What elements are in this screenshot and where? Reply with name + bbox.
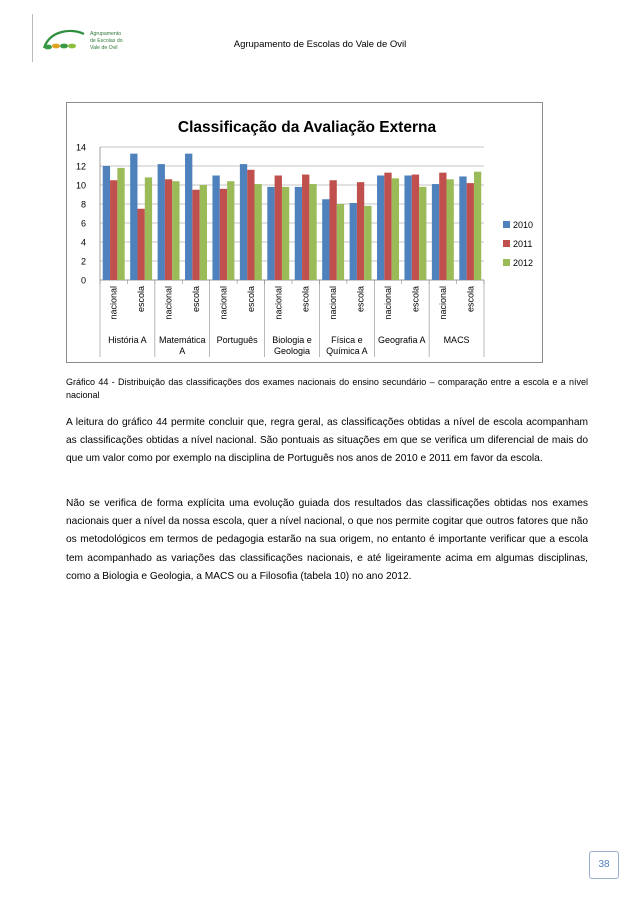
y-tick-label: 8	[80, 199, 86, 210]
legend-label-2012: 2012	[513, 258, 534, 268]
bar-2011-4	[192, 190, 199, 280]
group-label: Física e	[331, 335, 363, 345]
bar-2012-10	[364, 206, 371, 280]
bar-2011-9	[329, 180, 336, 280]
y-tick-label: 10	[75, 180, 86, 191]
category-label: escola	[410, 286, 421, 313]
bar-2012-12	[419, 187, 426, 280]
header-divider	[32, 14, 33, 62]
bar-2012-3	[172, 181, 179, 280]
category-label: escola	[191, 286, 201, 313]
category-label: nacional	[273, 286, 284, 320]
chart-caption: Gráfico 44 - Distribuição das classificações dos exames nacionais do ensino secundário – comparação entre a escola e a nível nacional	[66, 377, 588, 400]
bar-2010-5	[212, 176, 219, 281]
group-label: Matemática	[159, 335, 206, 345]
bar-2011-11	[384, 173, 391, 280]
bar-2011-14	[467, 183, 474, 280]
bar-2012-1	[117, 168, 124, 280]
school-logo	[38, 26, 128, 56]
bar-2012-7	[282, 187, 289, 280]
bar-2011-12	[412, 175, 419, 280]
logo-text-line-2: de Escolas do	[90, 38, 123, 44]
bar-2010-14	[459, 176, 466, 280]
bar-2011-8	[302, 175, 309, 280]
bar-2010-9	[322, 199, 329, 280]
paragraph-2: Não se verifica de forma explícita uma evolução guiada dos resultados das classificações obtidas nos exames nacionais quer a nível da nossa escola, quer a nível nacional, o que nos permite cogitar que outros fatores que não os metodológicos em termos de pedagogia estarão na sua origem, no entanto é importante verificar que a escola tem acompanhado as variações das classificações nacionais, e até ligeiramente acima em algumas disciplinas, como a Biologia e Geologia, a MACS ou a Filosofia (tabela 10) no ano 2012.	[66, 498, 588, 582]
category-label: nacional	[163, 286, 174, 320]
bar-2012-5	[227, 181, 234, 280]
bar-2010-1	[103, 166, 110, 280]
legend-label-2011: 2011	[513, 239, 533, 249]
category-label: escola	[300, 286, 311, 313]
group-label: Geografia A	[377, 335, 426, 345]
y-tick-label: 2	[80, 256, 86, 267]
bar-2010-6	[240, 164, 247, 280]
category-label: nacional	[108, 286, 119, 320]
paragraph-1: A leitura do gráfico 44 permite concluir que, regra geral, as classificações obtidas a nível de escola acompanham as classificações obtidas a nível nacional. São pontuais as situações em que se verifica um diferencial de mais do que um valor como por exemplo na disciplina de Português nos anos de 2010 e 2011 em favor da escola.	[66, 417, 588, 465]
y-tick-label: 0	[80, 275, 86, 286]
bar-2012-8	[309, 184, 316, 280]
bar-2011-5	[220, 189, 227, 280]
bar-2011-2	[137, 209, 144, 280]
bar-2012-2	[145, 177, 152, 280]
category-label: escola	[465, 286, 476, 313]
group-label: História A	[108, 335, 147, 345]
bar-2012-11	[392, 178, 399, 280]
category-label: escola	[245, 286, 256, 313]
group-label: Português	[216, 335, 258, 345]
category-label: nacional	[437, 286, 448, 320]
category-label: escola	[355, 286, 366, 313]
category-label: nacional	[383, 286, 393, 320]
group-label: Geologia	[273, 346, 311, 356]
bar-2012-6	[255, 184, 262, 280]
logo-text-line-1: Agrupamento	[90, 31, 122, 37]
category-label: nacional	[218, 286, 229, 320]
bar-2010-10	[350, 203, 357, 280]
bar-2010-2	[130, 154, 137, 280]
legend-label-2010: 2010	[513, 220, 534, 230]
bar-2011-3	[165, 179, 172, 280]
legend-swatch-2011	[503, 240, 510, 247]
bar-2010-12	[404, 176, 411, 281]
page-number: 38	[589, 851, 619, 879]
bar-chart	[67, 103, 544, 364]
bar-2010-13	[432, 184, 439, 280]
bar-2012-4	[200, 185, 207, 280]
bar-2011-13	[439, 173, 446, 280]
bar-2012-13	[447, 179, 454, 280]
bar-2010-7	[267, 187, 274, 280]
bar-2012-14	[474, 172, 481, 280]
group-label: Biologia e	[272, 335, 312, 345]
bar-2010-3	[158, 164, 165, 280]
y-tick-label: 14	[75, 142, 86, 153]
bar-2011-10	[357, 182, 364, 280]
y-tick-label: 4	[80, 237, 86, 248]
bar-2012-9	[337, 204, 344, 280]
bar-2011-6	[247, 170, 254, 280]
legend-swatch-2012	[503, 259, 510, 266]
bar-2010-8	[295, 187, 302, 280]
chart-frame	[66, 102, 543, 363]
legend-swatch-2010	[503, 221, 510, 228]
group-label: A	[179, 346, 186, 356]
bar-2010-11	[377, 176, 384, 281]
group-label: Química A	[326, 346, 368, 356]
group-label: MACS	[443, 335, 470, 345]
category-label: nacional	[328, 286, 339, 320]
y-tick-label: 6	[80, 218, 86, 229]
y-tick-label: 12	[75, 161, 86, 172]
bar-2011-1	[110, 180, 117, 280]
logo-text-line-3: Vale de Ovil	[90, 45, 118, 51]
header-title: Agrupamento de Escolas do Vale de Ovil	[233, 39, 407, 50]
bar-2010-4	[185, 154, 192, 280]
category-label: escola	[136, 286, 147, 313]
chart-title: Classificação da Avaliação Externa	[177, 119, 437, 136]
bar-2011-7	[275, 176, 282, 281]
